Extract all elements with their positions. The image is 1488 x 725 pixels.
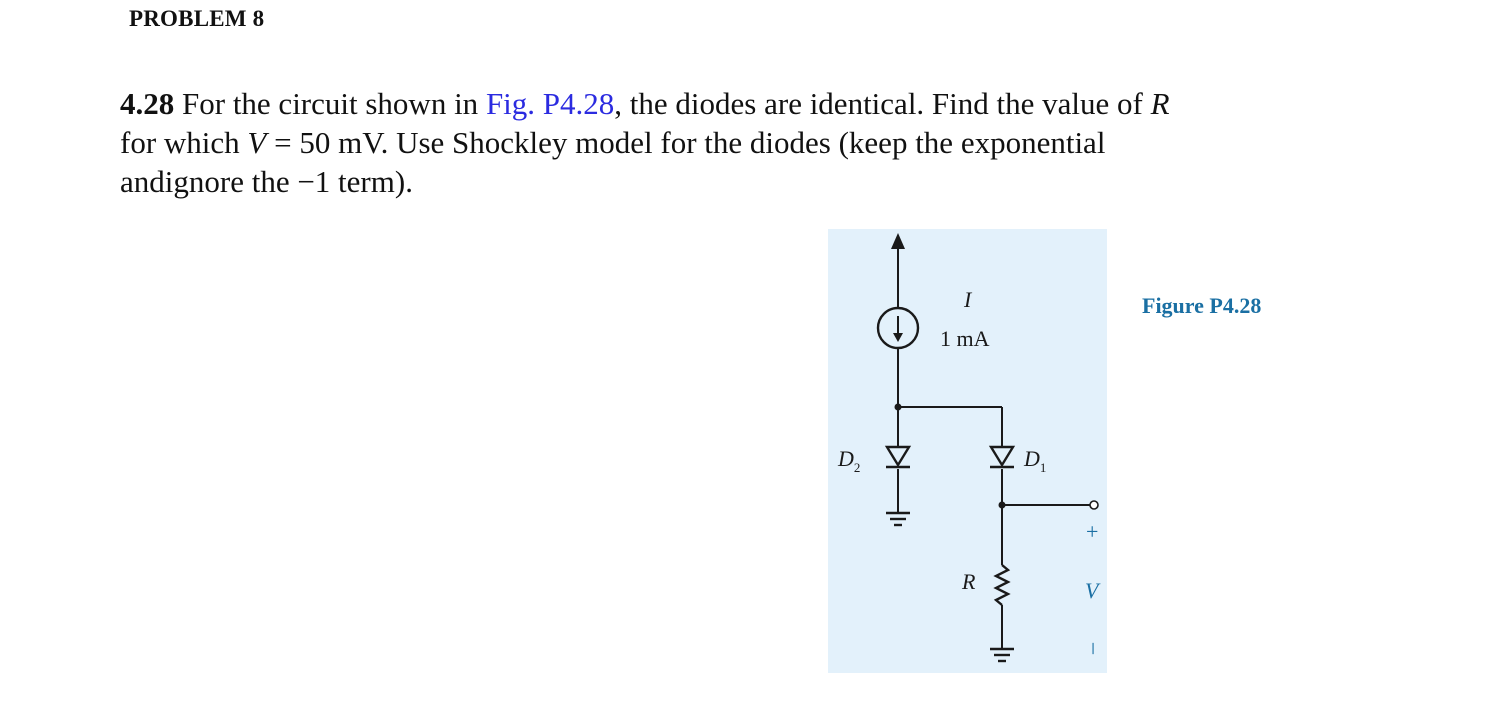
current-label: I [964, 287, 972, 312]
diode-d2-symbol [886, 447, 910, 467]
junction-dot [999, 502, 1006, 509]
problem-number: 4.28 [120, 86, 175, 121]
problem-line-3: andignore the −1 term). [120, 164, 413, 199]
circuit-figure [828, 229, 1107, 673]
figure-reference-link[interactable]: Fig. P4.28 [485, 86, 615, 121]
current-value: 1 mA [940, 326, 990, 351]
current-arrow-head-icon [893, 333, 903, 342]
problem-line-1 [120, 84, 1320, 123]
junction-dot [895, 404, 902, 411]
problem-text: , the diodes are identical. Find the value of [614, 86, 1151, 121]
variable-v: V [247, 125, 267, 160]
resistor-label: R [962, 569, 976, 594]
problem-line-2 [120, 123, 1320, 162]
voltage-label: V [1085, 578, 1099, 603]
problem-heading: PROBLEM 8 [129, 6, 265, 31]
circuit-diagram [828, 229, 1107, 673]
variable-r: R [1150, 86, 1170, 121]
problem-text: for which [120, 125, 248, 160]
output-terminal [1090, 501, 1098, 509]
problem-text: = 50 mV. Use Shockley model for the diodes (keep the exponential [266, 125, 1106, 160]
figure-caption: Figure P4.28 [1142, 293, 1262, 318]
resistor-symbol [996, 565, 1008, 605]
plus-terminal-label: + [1086, 519, 1099, 544]
diode-d1-label: $D_1$ [1024, 446, 1047, 475]
problem-statement [120, 84, 1320, 201]
problem-text: For the circuit shown in [174, 86, 486, 121]
diode-d2-label: $D_2$ [838, 446, 861, 475]
diode-d1-symbol [990, 447, 1014, 467]
current-direction-arrow-icon [891, 233, 905, 249]
minus-terminal-label: – [1083, 643, 1107, 654]
